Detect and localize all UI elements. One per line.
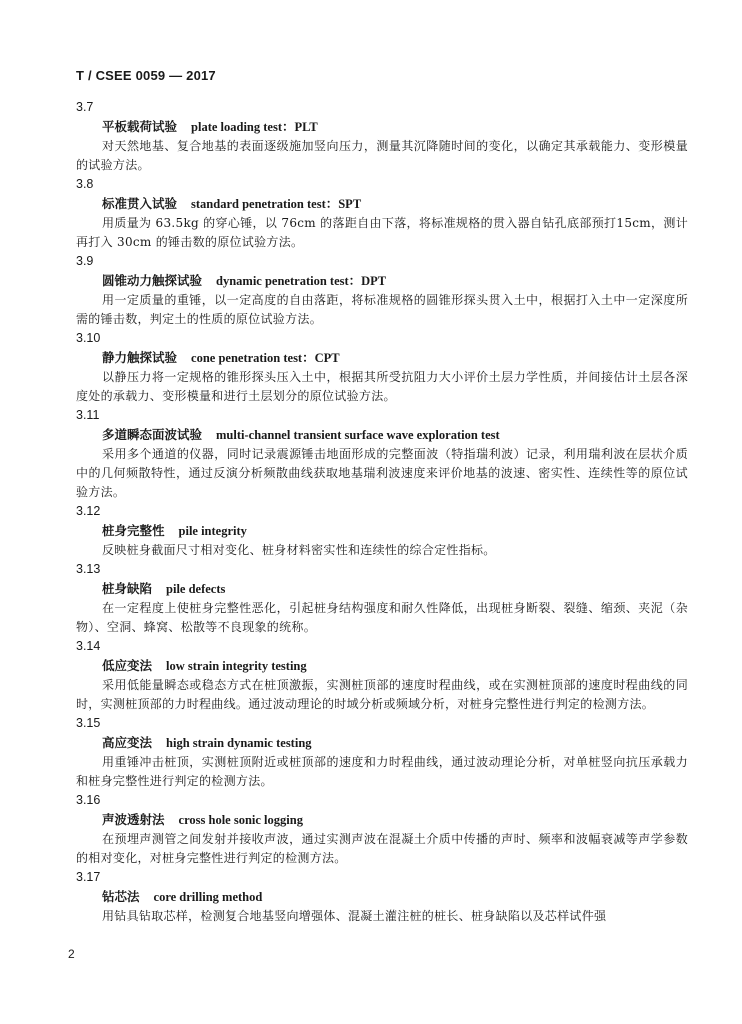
term-english: core drilling method: [153, 890, 263, 904]
term-definition: 采用多个通道的仪器，同时记录震源锤击地面形成的完整面波（特指瑞利波）记录，利用瑞利波在层状介质中的几何频散特性，通过反演分析频散曲线获取地基瑞利波速度来评价地基的波速、密实性、连续性等的原位试验方法。: [76, 447, 688, 499]
term-entry: [76, 252, 688, 329]
term-english: high strain dynamic testing: [166, 736, 312, 750]
term-title: [76, 425, 688, 445]
clause-number: 3.11: [76, 408, 100, 422]
term-entry: [76, 637, 688, 714]
clause-number: 3.9: [76, 254, 94, 268]
term-entry: [76, 791, 688, 868]
term-english: multi-channel transient surface wave exploration test: [216, 428, 500, 442]
term-definition: 反映桩身截面尺寸相对变化、桩身材料密实性和连续性的综合定性指标。: [102, 543, 496, 557]
term-entry: [76, 714, 688, 791]
term-definition: 用钻具钻取芯样，检测复合地基竖向增强体、混凝土灌注桩的桩长、桩身缺陷以及芯样试件强: [102, 909, 607, 923]
term-title: [76, 579, 688, 599]
term-english: cross hole sonic logging: [178, 813, 303, 827]
term-chinese: 静力触探试验: [102, 350, 178, 365]
term-entry: [76, 868, 688, 926]
term-title: [76, 117, 688, 137]
term-english: dynamic penetration test：DPT: [216, 274, 387, 288]
term-chinese: 标准贯入试验: [102, 196, 178, 211]
term-title: [76, 887, 688, 907]
term-chinese: 多道瞬态面波试验: [102, 427, 203, 442]
term-chinese: 低应变法: [102, 658, 153, 673]
term-english: standard penetration test：SPT: [191, 197, 362, 211]
standard-code-header: T / CSEE 0059 — 2017: [76, 68, 216, 83]
term-title: [76, 733, 688, 753]
clause-number: 3.10: [76, 331, 101, 345]
clause-number: 3.17: [76, 870, 101, 884]
term-entry: [76, 98, 688, 175]
term-title: [76, 656, 688, 676]
term-entry: [76, 329, 688, 406]
term-english: plate loading test：PLT: [191, 120, 318, 134]
clause-number: 3.14: [76, 639, 101, 653]
clause-number: 3.16: [76, 793, 101, 807]
term-chinese: 圆锥动力触探试验: [102, 273, 203, 288]
term-entry: [76, 560, 688, 637]
term-chinese: 桩身缺陷: [102, 581, 153, 596]
term-title: [76, 521, 688, 541]
term-entry: [76, 502, 688, 560]
term-definition: 对天然地基、复合地基的表面逐级施加竖向压力，测量其沉降随时间的变化，以确定其承载能力、变形模量的试验方法。: [76, 139, 688, 172]
term-definition: 以静压力将一定规格的锥形探头压入土中，根据其所受抗阻力大小评价土层力学性质，并间接估计土层各深度处的承载力、变形模量和进行土层划分的原位试验方法。: [76, 370, 688, 403]
term-chinese: 桩身完整性: [102, 523, 165, 538]
term-chinese: 高应变法: [102, 735, 153, 750]
term-chinese: 声波透射法: [102, 812, 165, 827]
term-title: [76, 271, 688, 291]
term-definition: 用质量为 63.5kg 的穿心锤，以 76cm 的落距自由下落，将标准规格的贯入器自钻孔底部预打15cm，测计再打入 30cm 的锤击数的原位试验方法。: [76, 216, 688, 249]
clause-number: 3.13: [76, 562, 101, 576]
term-chinese: 平板载荷试验: [102, 119, 178, 134]
term-english: low strain integrity testing: [166, 659, 307, 673]
terms-content: [76, 98, 688, 926]
term-english: pile defects: [166, 582, 226, 596]
clause-number: 3.12: [76, 504, 101, 518]
term-entry: [76, 175, 688, 252]
term-title: [76, 194, 688, 214]
term-definition: 在预埋声测管之间发射并接收声波，通过实测声波在混凝土介质中传播的声时、频率和波幅衰减等声学参数的相对变化，对桩身完整性进行判定的检测方法。: [76, 832, 688, 865]
term-chinese: 钻芯法: [102, 889, 140, 904]
term-english: cone penetration test：CPT: [191, 351, 340, 365]
term-title: [76, 810, 688, 830]
term-definition: 在一定程度上使桩身完整性恶化，引起桩身结构强度和耐久性降低，出现桩身断裂、裂缝、缩颈、夹泥（杂物）、空洞、蜂窝、松散等不良现象的统称。: [76, 601, 688, 634]
page-number: 2: [68, 947, 75, 961]
term-english: pile integrity: [178, 524, 247, 538]
term-definition: 用重锤冲击桩顶，实测桩顶附近或桩顶部的速度和力时程曲线，通过波动理论分析，对单桩竖向抗压承载力和桩身完整性进行判定的检测方法。: [76, 755, 688, 788]
term-definition: 采用低能量瞬态或稳态方式在桩顶激振，实测桩顶部的速度时程曲线，或在实测桩顶部的速度时程曲线的同时，实测桩顶部的力时程曲线。通过波动理论的时域分析或频域分析，对桩身完整性进行判定的检测方法。: [76, 678, 688, 711]
term-title: [76, 348, 688, 368]
term-definition: 用一定质量的重锤，以一定高度的自由落距，将标准规格的圆锥形探头贯入土中，根据打入土中一定深度所需的锤击数，判定土的性质的原位试验方法。: [76, 293, 688, 326]
term-entry: [76, 406, 688, 502]
clause-number: 3.15: [76, 716, 101, 730]
clause-number: 3.7: [76, 100, 94, 114]
clause-number: 3.8: [76, 177, 94, 191]
